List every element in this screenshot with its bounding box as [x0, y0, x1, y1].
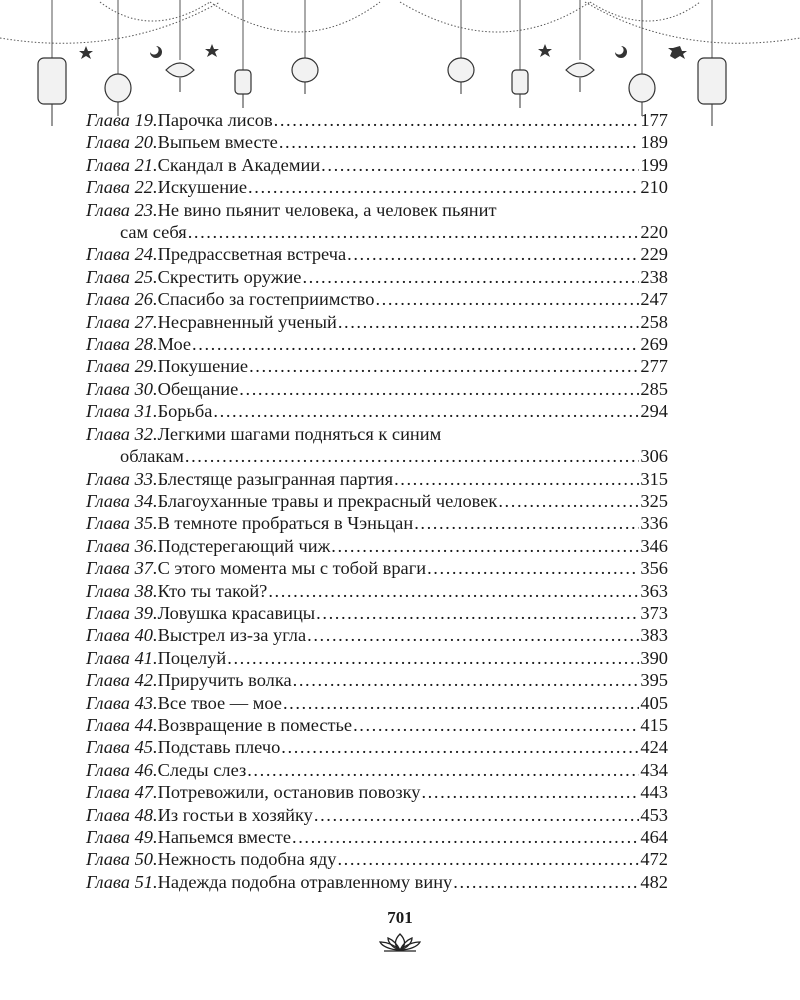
page-ref: 453 [640, 804, 668, 825]
page-ref: 373 [640, 602, 668, 623]
chapter-label: Глава 30. [86, 378, 158, 399]
page-ref: 434 [640, 759, 668, 780]
chapter-label: Глава 42. [86, 670, 158, 691]
chapter-title: Не вино пьянит человека, а человек пьянит [157, 199, 497, 220]
chapter-title: С этого момента мы с тобой враги [157, 558, 427, 579]
toc-entry [86, 871, 668, 893]
chapter-title: Выстрел из-за угла [157, 625, 307, 646]
page-ref: 443 [640, 782, 668, 803]
chapter-label: Глава 46. [86, 759, 158, 780]
chapter-title: Несравненный ученый [157, 311, 337, 332]
toc-entry [86, 624, 668, 646]
page-ref: 258 [640, 311, 668, 332]
leader-dots [347, 243, 639, 265]
toc-entry [86, 131, 668, 153]
toc-entry [86, 848, 668, 870]
leader-dots [283, 692, 639, 714]
chapter-title: Спасибо за гостеприимство [157, 289, 375, 310]
chapter-label: Глава 38. [86, 580, 158, 601]
leader-dots [498, 490, 639, 512]
chapter-label: Глава 47. [86, 782, 158, 803]
leader-dots [353, 714, 639, 736]
chapter-label: Глава 31. [86, 401, 158, 422]
leader-dots [337, 848, 639, 870]
toc-entry [86, 109, 668, 131]
chapter-title: Напьемся вместе [157, 827, 292, 847]
chapter-label: Глава 34. [86, 490, 158, 511]
leader-dots [293, 669, 640, 691]
toc-entry [86, 311, 668, 333]
chapter-label: Глава 51. [86, 871, 158, 892]
leader-dots [192, 333, 639, 355]
page-ref: 464 [640, 827, 668, 847]
chapter-label: Глава 23. [86, 199, 158, 220]
leader-dots [281, 736, 639, 758]
page-ref: 306 [640, 446, 668, 467]
chapter-title: Возвращение в поместье [157, 714, 353, 735]
toc-entry [86, 781, 668, 803]
toc-entry [86, 176, 668, 198]
leader-dots [316, 602, 639, 624]
chapter-title: Подстерегающий чиж [157, 535, 331, 556]
page-ref: 285 [640, 378, 668, 399]
page-ref: 336 [640, 513, 668, 534]
leader-dots [249, 355, 639, 377]
toc-entry [86, 400, 668, 422]
chapter-label: Глава 48. [86, 804, 158, 825]
leader-dots [247, 759, 639, 781]
toc-entry [86, 826, 668, 848]
chapter-title: Надежда подобна отравленному вину [157, 871, 453, 892]
page-ref: 247 [640, 289, 668, 310]
chapter-title: Блестяще разыгранная партия [157, 468, 394, 489]
page-ref: 294 [640, 401, 668, 422]
chapter-title: Выпьем вместе [157, 132, 278, 153]
chapter-title: Покушение [157, 356, 249, 377]
page-ref: 405 [640, 692, 668, 713]
leader-dots [321, 154, 639, 176]
toc-entry [86, 355, 668, 377]
page-ref: 346 [640, 535, 668, 556]
page-ref: 482 [640, 871, 668, 892]
page-ref: 472 [640, 849, 668, 870]
chapter-title: Легкими шагами подняться к синим [157, 423, 442, 444]
chapter-label: Глава 29. [86, 356, 158, 377]
leader-dots [331, 535, 639, 557]
page-ref: 238 [640, 266, 668, 287]
chapter-label: Глава 24. [86, 244, 158, 265]
chapter-title: Благоуханные травы и прекрасный человек [157, 490, 498, 511]
toc-entry [86, 423, 668, 468]
chapter-title: Предрассветная встреча [157, 244, 347, 265]
chapter-title: Подставь плечо [157, 737, 281, 758]
chapter-title: Потревожили, остановив повозку [157, 782, 421, 803]
chapter-title: Нежность подобна яду [157, 849, 337, 870]
page-ref: 383 [640, 625, 668, 646]
leader-dots [314, 804, 640, 826]
toc-entry [86, 602, 668, 624]
toc-entry [86, 378, 668, 400]
chapter-title: Все твое — мое [157, 692, 282, 713]
page-ref: 390 [640, 647, 668, 668]
toc-entry [86, 736, 668, 758]
chapter-title: Парочка лисов [157, 110, 273, 130]
page-ref: 363 [640, 580, 668, 601]
page-ref: 356 [640, 558, 668, 579]
toc-entry [86, 580, 668, 602]
page-ref: 220 [640, 222, 668, 243]
chapter-label: Глава 50. [86, 849, 158, 870]
chapter-title-continuation: сам себя [120, 222, 187, 243]
page-ref: 199 [640, 154, 668, 175]
page-ref: 315 [640, 468, 668, 489]
toc-entry [86, 288, 668, 310]
chapter-label: Глава 37. [86, 558, 158, 579]
page-ref: 229 [640, 244, 668, 265]
chapter-label: Глава 28. [86, 334, 158, 355]
leader-dots [248, 176, 639, 198]
leader-dots [213, 400, 639, 422]
chapter-title: В темноте пробраться в Чэньцан [157, 513, 414, 534]
chapter-title: Обещание [157, 378, 239, 399]
leader-dots [421, 781, 639, 803]
toc-entry [86, 512, 668, 534]
chapter-label: Глава 33. [86, 468, 158, 489]
toc-entry [86, 490, 668, 512]
leader-dots [227, 647, 639, 669]
leader-dots [302, 266, 639, 288]
leader-dots [427, 557, 639, 579]
toc-entry [86, 759, 668, 781]
leader-dots [279, 131, 640, 153]
toc-entry [86, 647, 668, 669]
leader-dots [292, 826, 639, 848]
chapter-label: Глава 19. [86, 110, 158, 130]
chapter-label: Глава 41. [86, 647, 158, 668]
chapter-title: Следы слез [157, 759, 247, 780]
toc-entry [86, 669, 668, 691]
chapter-title: Борьба [157, 401, 213, 422]
chapter-title: Из гостьи в хозяйку [157, 804, 313, 825]
chapter-label: Глава 49. [86, 827, 158, 847]
table-of-contents [86, 109, 668, 893]
leader-dots [268, 580, 639, 602]
chapter-title: Ловушка красавицы [157, 602, 316, 623]
leader-dots [338, 311, 640, 333]
page-ref: 325 [640, 490, 668, 511]
chapter-label: Глава 45. [86, 737, 158, 758]
chapter-label: Глава 27. [86, 311, 158, 332]
chapter-label: Глава 43. [86, 692, 158, 713]
chapter-label: Глава 40. [86, 625, 158, 646]
toc-entry [86, 199, 668, 244]
chapter-title: Поцелуй [157, 647, 227, 668]
leader-dots [375, 288, 639, 310]
toc-entry [86, 243, 668, 265]
page-number: 701 [387, 908, 413, 927]
leader-dots [307, 624, 639, 646]
toc-entry [86, 468, 668, 490]
chapter-label: Глава 39. [86, 602, 158, 623]
toc-entry [86, 692, 668, 714]
chapter-title: Скандал в Академии [157, 154, 321, 175]
lotus-ornament-icon [360, 930, 440, 954]
toc-entry [86, 333, 668, 355]
leader-dots [394, 468, 639, 490]
chapter-label: Глава 35. [86, 513, 158, 534]
chapter-label: Глава 44. [86, 714, 158, 735]
toc-entry [86, 154, 668, 176]
chapter-label: Глава 20. [86, 132, 158, 153]
leader-dots [239, 378, 639, 400]
chapter-title: Искушение [157, 177, 248, 198]
chapter-title: Мое [157, 334, 192, 355]
page-ref: 277 [640, 356, 668, 377]
toc-entry [86, 535, 668, 557]
leader-dots [453, 871, 639, 893]
chapter-label: Глава 32. [86, 423, 158, 444]
toc-entry [86, 714, 668, 736]
chapter-label: Глава 26. [86, 289, 158, 310]
chapter-label: Глава 25. [86, 266, 158, 287]
leader-dots [414, 512, 639, 534]
toc-entry [86, 557, 668, 579]
chapter-title: Приручить волка [157, 670, 292, 691]
page-ref: 269 [640, 334, 668, 355]
chapter-label: Глава 22. [86, 177, 158, 198]
leader-dots [188, 221, 640, 243]
toc-entry [86, 804, 668, 826]
chapter-label: Глава 36. [86, 535, 158, 556]
toc-entry [86, 266, 668, 288]
leader-dots [185, 445, 640, 467]
page-ref: 395 [640, 670, 668, 691]
chapter-title-continuation: облакам [120, 446, 184, 467]
chapter-title: Кто ты такой? [157, 580, 268, 601]
page-ref: 189 [640, 132, 668, 153]
leader-dots [274, 109, 640, 131]
chapter-label: Глава 21. [86, 154, 158, 175]
page-ref: 415 [640, 714, 668, 735]
page-ref: 177 [640, 110, 668, 130]
chapter-title: Скрестить оружие [157, 266, 302, 287]
page-ref: 210 [640, 177, 668, 198]
page-ref: 424 [640, 737, 668, 758]
